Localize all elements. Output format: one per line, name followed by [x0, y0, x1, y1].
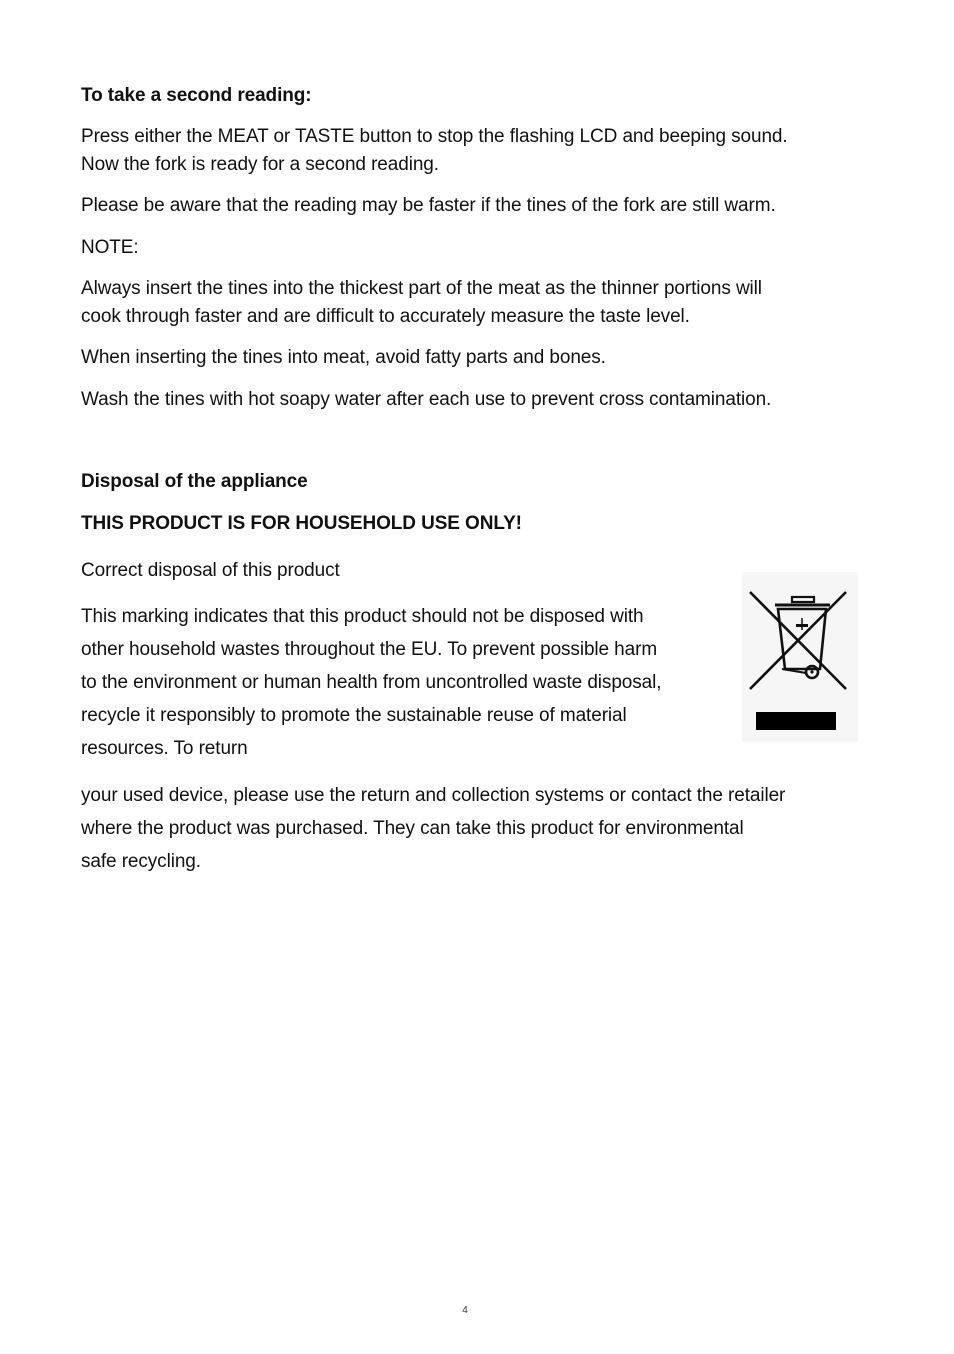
paragraph-line: resources. To return — [81, 738, 248, 759]
paragraph-line: where the product was purchased. They can take this product for environmental — [81, 818, 744, 839]
note-label: NOTE: — [81, 237, 139, 258]
paragraph-line: Wash the tines with hot soapy water after each use to prevent cross contamination. — [81, 389, 772, 410]
disposal-subheading: Correct disposal of this product — [81, 560, 340, 581]
household-use-warning: THIS PRODUCT IS FOR HOUSEHOLD USE ONLY! — [81, 513, 522, 534]
paragraph-line: Now the fork is ready for a second reading. — [81, 154, 439, 175]
paragraph-line: other household wastes throughout the EU. To prevent possible harm — [81, 639, 658, 660]
paragraph-line: Always insert the tines into the thickest part of the meat as the thinner portions will — [81, 278, 762, 299]
crossed-out-wheelie-bin-icon — [742, 572, 858, 742]
page-number: 4 — [462, 1305, 468, 1316]
paragraph-line: Please be aware that the reading may be faster if the tines of the fork are still warm. — [81, 195, 776, 216]
paragraph-line: This marking indicates that this product should not be disposed with — [81, 606, 644, 627]
paragraph-line: cook through faster and are difficult to accurately measure the taste level. — [81, 306, 690, 327]
paragraph-line: safe recycling. — [81, 851, 201, 872]
paragraph-line: your used device, please use the return and collection systems or contact the retailer — [81, 785, 786, 806]
paragraph-line: to the environment or human health from uncontrolled waste disposal, — [81, 672, 662, 693]
paragraph-line: When inserting the tines into meat, avoid fatty parts and bones. — [81, 347, 606, 368]
paragraph-line: recycle it responsibly to promote the sustainable reuse of material — [81, 705, 627, 726]
paragraph-line: Press either the MEAT or TASTE button to stop the flashing LCD and beeping sound. — [81, 126, 788, 147]
disposal-heading: Disposal of the appliance — [81, 471, 308, 492]
second-reading-heading: To take a second reading: — [81, 85, 312, 106]
